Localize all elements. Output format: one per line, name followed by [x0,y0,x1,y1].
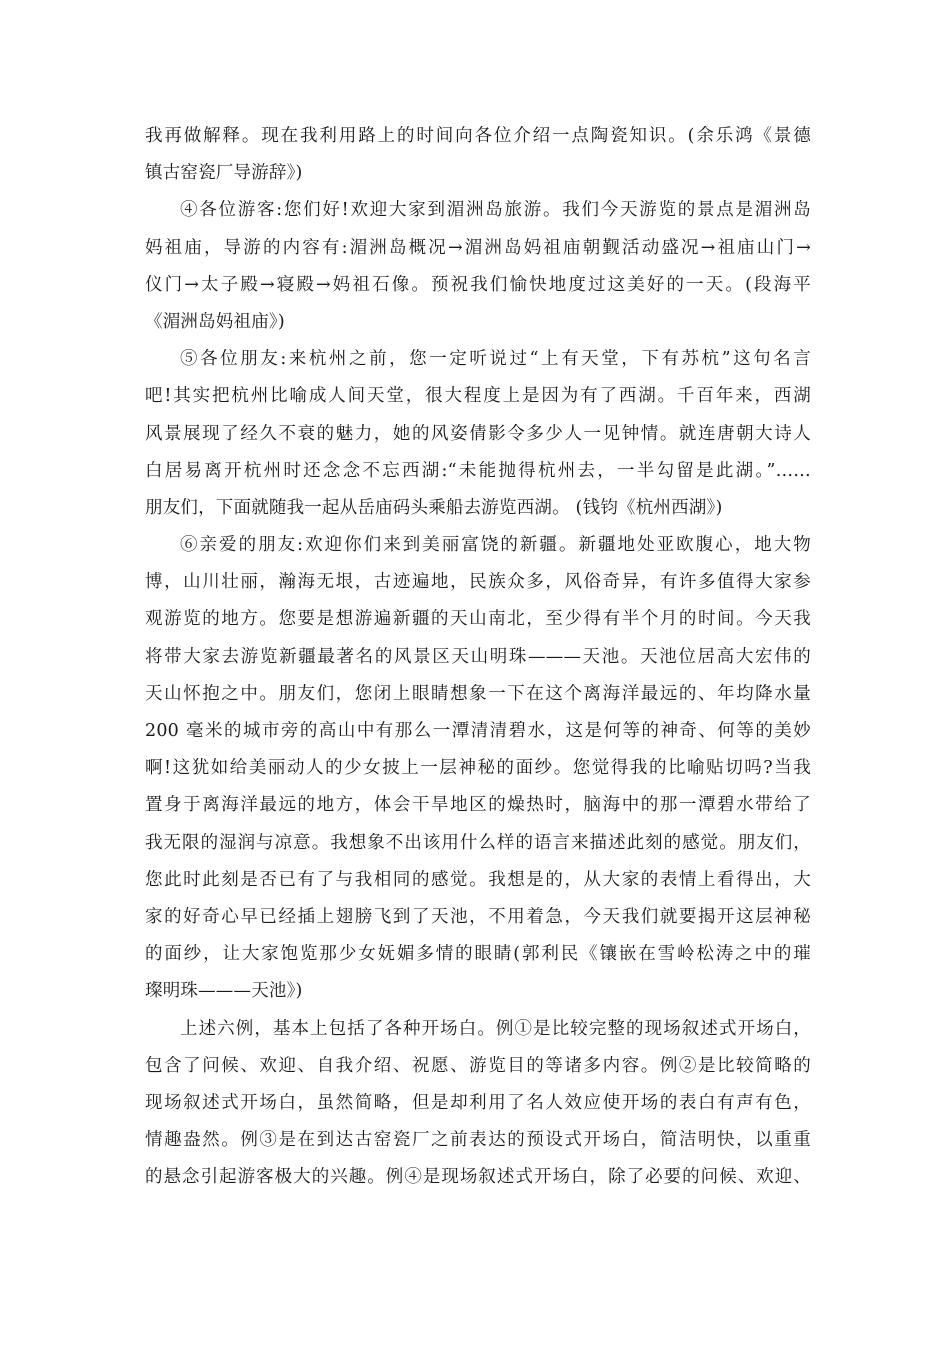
text-line: 的面纱，让大家饱览那少女妩媚多情的眼睛(郭利民《镶嵌在雪岭松涛之中的璀 [145,944,811,965]
text-line: 我无限的湿润与凉意。我想象不出该用什么样的语言来描述此刻的感觉。朋友们， [145,832,811,853]
text-line: 天山怀抱之中。朋友们，您闭上眼睛想象一下在这个离海洋最远的、年均降水量 [145,683,811,704]
text-line: 璨明珠———天池》) [145,981,303,1002]
text-line: 家的好奇心早已经插上翅膀飞到了天池，不用着急，今天我们就要揭开这层神秘 [145,906,811,927]
text-line: ⑥亲爱的朋友:欢迎你们来到美丽富饶的新疆。新疆地处亚欧腹心，地大物 [180,535,811,556]
text-line: 妈祖庙，导游的内容有:湄洲岛概况→湄洲岛妈祖庙朝觐活动盛况→祖庙山门→ [145,237,811,258]
text-line: 博，山川壮丽，瀚海无垠，古迹遍地，民族众多，风俗奇异，有许多值得大家参 [145,572,811,593]
text-line: ④各位游客:您们好!欢迎大家到湄洲岛旅游。我们今天游览的景点是湄洲岛 [180,200,811,221]
text-line: 镇古窑瓷厂导游辞》) [145,163,303,184]
text-line: 现场叙述式开场白，虽然简略，但是却利用了名人效应使开场的表白有声有色， [145,1092,811,1113]
text-line: 啊!这犹如给美丽动人的少女披上一层神秘的面纱。您觉得我的比喻贴切吗?当我 [145,758,811,779]
text-line: 仪门→太子殿→寝殿→妈祖石像。预祝我们愉快地度过这美好的一天。(段海平 [145,274,811,295]
text-line: 的悬念引起游客极大的兴趣。例④是现场叙述式开场白，除了必要的问候、欢迎、 [145,1167,811,1188]
text-line: 朋友们，下面就随我一起从岳庙码头乘船去游览西湖。 (钱钧《杭州西湖》) [145,497,723,518]
text-line: 您此时此刻是否已有了与我相同的感觉。我想是的，从大家的表情上看得出，大 [145,869,811,890]
text-line: 吧!其实把杭州比喻成人间天堂，很大程度上是因为有了西湖。千百年来，西湖 [145,386,811,407]
text-line: 情趣盎然。例③是在到达古窑瓷厂之前表达的预设式开场白，简洁明快，以重重 [145,1130,811,1151]
body-text [145,118,811,1196]
text-line: 我再做解释。现在我利用路上的时间向各位介绍一点陶瓷知识。(余乐鸿《景德 [145,126,811,146]
text-line: 200 毫米的城市旁的高山中有那么一潭清清碧水，这是何等的神奇、何等的美妙 [145,721,811,741]
text-line: 将带大家去游览新疆最著名的风景区天山明珠———天池。天池位居高大宏伟的 [145,646,811,667]
text-line: 上述六例，基本上包括了各种开场白。例①是比较完整的现场叙述式开场白， [180,1018,811,1039]
text-line: 观游览的地方。您要是想游遍新疆的天山南北，至少得有半个月的时间。今天我 [145,609,811,630]
text-line: 白居易离开杭州时还念念不忘西湖:“未能抛得杭州去，一半勾留是此湖。”…… [145,460,811,481]
text-line: 置身于离海洋最远的地方，体会干旱地区的燥热时，脑海中的那一潭碧水带给了 [145,795,811,816]
text-line: 包含了问候、欢迎、自我介绍、祝愿、游览目的等诸多内容。例②是比较简略的 [145,1055,811,1076]
text-line: 《湄洲岛妈祖庙》) [145,311,285,332]
text-line: ⑤各位朋友:来杭州之前，您一定听说过“上有天堂，下有苏杭”这句名言 [180,349,811,370]
text-line: 风景展现了经久不衰的魅力，她的风姿倩影令多少人一见钟情。就连唐朝大诗人 [145,423,811,444]
